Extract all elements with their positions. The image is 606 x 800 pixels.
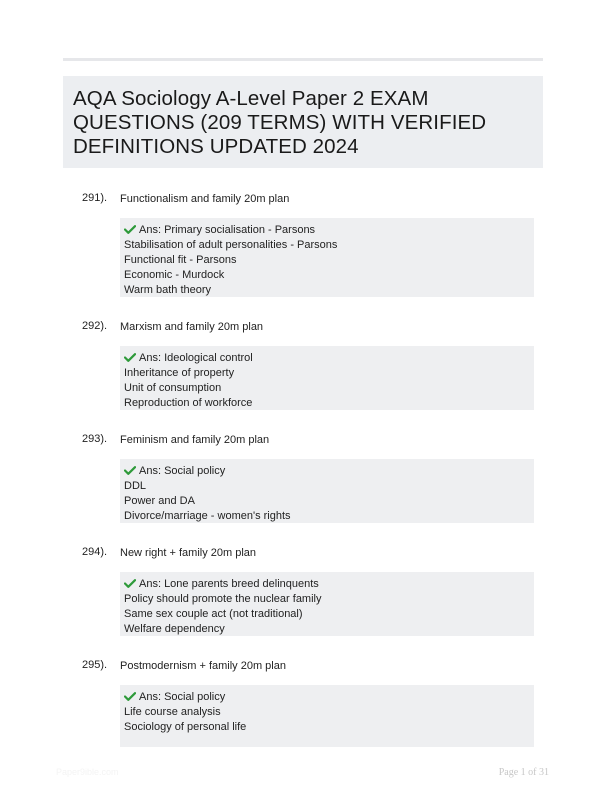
check-icon bbox=[124, 579, 136, 588]
check-icon bbox=[124, 225, 136, 234]
answer-line: Ans: Primary socialisation - Parsons bbox=[124, 223, 530, 238]
question-number: 293). bbox=[82, 433, 108, 445]
answer-line: Ans: Social policy bbox=[124, 464, 530, 479]
answer-line: Power and DA bbox=[124, 495, 195, 507]
check-icon bbox=[124, 466, 136, 475]
answer-line: Unit of consumption bbox=[124, 382, 222, 394]
question-text: Marxism and family 20m plan bbox=[120, 321, 264, 333]
question-text: Feminism and family 20m plan bbox=[120, 434, 270, 446]
answer-box bbox=[120, 572, 534, 636]
answer-line: Warm bath theory bbox=[124, 284, 212, 296]
answer-box bbox=[120, 459, 534, 523]
check-icon bbox=[124, 692, 136, 701]
question-number: 292). bbox=[82, 320, 108, 332]
answer-line: Policy should promote the nuclear family bbox=[124, 593, 322, 605]
answer-line: Ans: Lone parents breed delinquents bbox=[124, 577, 530, 592]
answer-line: Economic - Murdock bbox=[124, 269, 225, 281]
answer-line: Welfare dependency bbox=[124, 623, 225, 635]
answer-line: DDL bbox=[124, 480, 147, 492]
answer-line: Stabilisation of adult personalities - Parsons bbox=[124, 239, 338, 251]
question-number: 294). bbox=[82, 546, 108, 558]
title-banner bbox=[63, 76, 543, 168]
question-text: Functionalism and family 20m plan bbox=[120, 193, 290, 205]
document-title: AQA Sociology A-Level Paper 2 EXAM QUESTIONS (209 TERMS) WITH VERIFIED DEFINITIONS UPDATED 2024 bbox=[73, 87, 487, 158]
question-text: New right + family 20m plan bbox=[120, 547, 257, 559]
page-indicator: Page 1 of 31 bbox=[498, 767, 549, 778]
answer-line: Reproduction of workforce bbox=[124, 397, 253, 409]
answer-line: Life course analysis bbox=[124, 706, 221, 718]
check-icon bbox=[124, 353, 136, 362]
question-number: 291). bbox=[82, 192, 108, 204]
answer-line: Divorce/marriage - women's rights bbox=[124, 510, 291, 522]
answer-box bbox=[120, 685, 534, 747]
answer-line: Functional fit - Parsons bbox=[124, 254, 237, 266]
question-number: 295). bbox=[82, 659, 108, 671]
answer-line: Same sex couple act (not traditional) bbox=[124, 608, 303, 620]
question-text: Postmodernism + family 20m plan bbox=[120, 660, 286, 672]
top-divider bbox=[63, 58, 543, 61]
answer-box bbox=[120, 218, 534, 297]
answer-box bbox=[120, 346, 534, 410]
answer-line: Ans: Ideological control bbox=[124, 351, 530, 366]
footer-watermark: Paper9ible.com bbox=[56, 767, 119, 777]
answer-line: Inheritance of property bbox=[124, 367, 235, 379]
answer-line: Ans: Social policy bbox=[124, 690, 530, 705]
answer-line: Sociology of personal life bbox=[124, 721, 247, 733]
